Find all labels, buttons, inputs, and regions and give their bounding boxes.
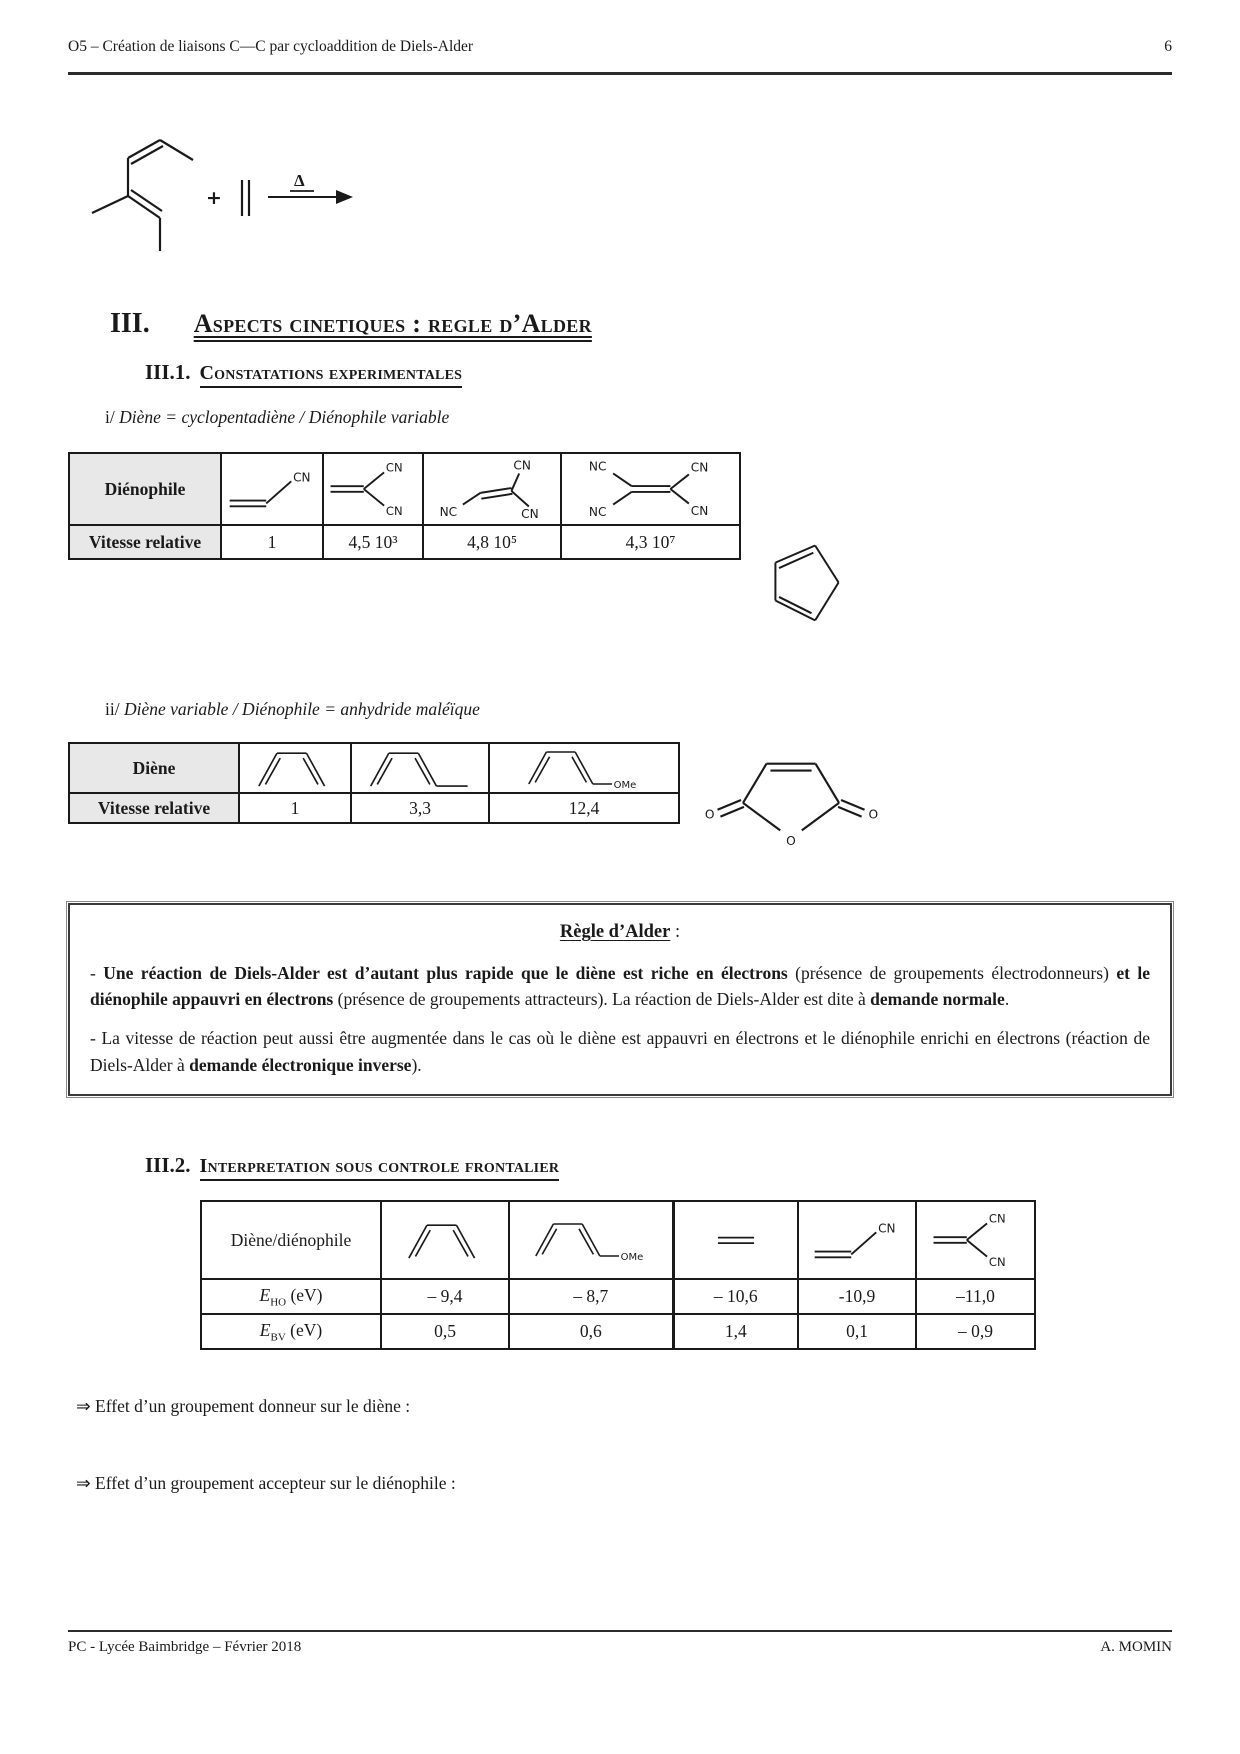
cell-structure (489, 743, 679, 793)
item-text: Diène variable / Diénophile = anhydride maléïque (123, 699, 480, 719)
cn-label: CN (293, 470, 311, 485)
text-run: ). (411, 1054, 422, 1075)
cn-label: CN (878, 1221, 896, 1236)
structure-ethylene (693, 1218, 779, 1262)
ethylene-structure (242, 180, 249, 216)
section-heading-3-1 (145, 360, 462, 388)
header-title: O5 – Création de liaisons C—C par cycloaddition de Diels-Alder (68, 38, 474, 55)
value-cell: – 10,6 (673, 1279, 798, 1314)
cn-label: CN (690, 504, 708, 519)
energy-symbol: E (259, 1284, 271, 1305)
section-numeral: III. (110, 308, 150, 339)
row-label-cell (201, 1279, 381, 1314)
page-header (68, 38, 1172, 56)
structure-tetracyanoethylene (585, 456, 717, 522)
footer-left: PC - Lycée Baimbridge – Février 2018 (68, 1639, 302, 1655)
cell-structure (509, 1201, 673, 1279)
cn-label: CN (988, 1211, 1006, 1226)
ome-label: OMe (613, 780, 637, 791)
section-heading-3 (110, 308, 592, 340)
nc-label: NC (588, 505, 606, 520)
text-run-bold: et le diénophile appauvri en électrons (90, 962, 1150, 1009)
cell-structure (323, 453, 423, 525)
value-cell: 12,4 (489, 793, 679, 823)
text-run: - (90, 962, 104, 983)
cn-label: CN (385, 503, 403, 518)
section-heading-3-2 (145, 1153, 559, 1181)
row-label-cell: Vitesse relative (69, 525, 221, 559)
box-title (90, 919, 1150, 947)
reaction-scheme (70, 106, 380, 261)
cell-structure (673, 1201, 798, 1279)
delta-symbol: Δ (294, 171, 305, 190)
cell-structure (381, 1201, 509, 1279)
value-cell: – 0,9 (916, 1314, 1035, 1349)
value-cell: 1,4 (673, 1314, 798, 1349)
section-numeral: III.1. (145, 360, 191, 384)
text-run: (présence de groupements électrodonneurs) (787, 962, 1117, 983)
section-numeral: III.2. (145, 1153, 191, 1177)
cn-label: CN (513, 458, 531, 473)
energy-sub: HO (270, 1296, 287, 1309)
reaction-arrow (268, 190, 353, 204)
cn-label: CN (988, 1254, 1006, 1269)
header-rule (68, 72, 1172, 75)
table-row (69, 453, 740, 525)
value-cell: 4,5 10³ (323, 525, 423, 559)
cell-structure (351, 743, 489, 793)
section-title: Constatations experimentales (200, 362, 463, 388)
energy-unit: (eV) (290, 1284, 323, 1305)
table-row (69, 793, 679, 823)
structure-pentadiene (358, 745, 482, 791)
structure-butadiene (247, 745, 343, 791)
item-prefix: i/ (105, 407, 120, 427)
energy-symbol: E (259, 1319, 271, 1340)
footer-rule (68, 1630, 1172, 1632)
effect-acceptor-line: ⇒ Effet d’un groupement accepteur sur le diénophile : (76, 1473, 456, 1493)
value-cell: 0,6 (509, 1314, 673, 1349)
structure-tricyanoethylene (436, 456, 548, 522)
value-cell: 1 (221, 525, 323, 559)
list-item-ii (105, 699, 480, 720)
table-header-cell: Diène (69, 743, 239, 793)
o-label: O (868, 807, 879, 822)
cell-structure (561, 453, 740, 525)
box-paragraph-1 (90, 960, 1150, 1013)
structure-acrylonitrile (807, 1209, 907, 1271)
table-row (201, 1201, 1035, 1279)
dienophile-table (68, 452, 741, 560)
o-label: O (704, 807, 715, 822)
text-run-bold: demande normale (870, 989, 1005, 1009)
plus-sign: + (206, 187, 222, 209)
structure-acrylonitrile (222, 458, 322, 520)
value-cell: – 9,4 (381, 1279, 509, 1314)
text-run: (présence de groupements attracteurs). La réaction de Diels-Alder est dite à (333, 989, 871, 1009)
value-cell: 1 (239, 793, 351, 823)
box-paragraph-2 (90, 1025, 1150, 1078)
o-label: O (786, 834, 796, 848)
cell-structure (221, 453, 323, 525)
table-row (201, 1314, 1035, 1349)
cell-structure (423, 453, 561, 525)
page-number: 6 (1164, 38, 1172, 55)
cell-structure (798, 1201, 916, 1279)
value-cell: 4,3 10⁷ (561, 525, 740, 559)
value-cell: – 8,7 (509, 1279, 673, 1314)
ome-label: OMe (620, 1252, 644, 1263)
text-run: - La vitesse de réaction peut aussi être augmentée dans le cas où le diène est appauvri en électrons et le diénophile enrichi en électrons (réaction de Diels-Alder à (90, 1028, 1150, 1075)
value-cell: 3,3 (351, 793, 489, 823)
value-cell: 0,1 (798, 1314, 916, 1349)
row-label-cell (201, 1314, 381, 1349)
value-cell: 0,5 (381, 1314, 509, 1349)
structure-dicyanoethylene (928, 1207, 1024, 1273)
cell-structure (239, 743, 351, 793)
cell-structure (916, 1201, 1035, 1279)
text-run: . (1004, 989, 1010, 1009)
diene-table (68, 742, 680, 824)
effect-donor-line: ⇒ Effet d’un groupement donneur sur le diène : (76, 1396, 411, 1416)
section-title: Interpretation sous controle frontalier (200, 1155, 560, 1181)
footer-right: A. MOMIN (1100, 1639, 1172, 1655)
structure-cyclopentadiene (770, 540, 844, 625)
nc-label: NC (588, 459, 606, 474)
item-prefix: ii/ (105, 699, 124, 719)
structure-maleic-anhydride (703, 748, 881, 848)
value-cell: –11,0 (916, 1279, 1035, 1314)
cn-label: CN (521, 507, 539, 522)
box-title-suffix: : (670, 922, 681, 942)
structure-butadiene (397, 1217, 493, 1263)
nc-label: NC (439, 505, 458, 520)
table-header-cell: Diène/diénophile (201, 1201, 381, 1279)
structure-methoxybutadiene (511, 744, 657, 792)
energy-sub: BV (270, 1331, 286, 1344)
cn-label: CN (385, 460, 403, 475)
structure-dicyanoethylene (325, 456, 421, 522)
item-text: Diène = cyclopentadiène / Diénophile variable (119, 407, 450, 427)
value-cell: -10,9 (798, 1279, 916, 1314)
text-run-bold: demande électronique inverse (189, 1054, 412, 1075)
box-title-text: Règle d’Alder (559, 922, 671, 942)
table-row (201, 1279, 1035, 1314)
section-title: Aspects cinetiques : regle d’Alder (193, 309, 592, 338)
frontier-orbital-table (200, 1200, 1036, 1350)
table-header-cell: Diénophile (69, 453, 221, 525)
value-cell: 4,8 10⁵ (423, 525, 561, 559)
table-row (69, 525, 740, 559)
structure-methoxybutadiene (518, 1216, 664, 1264)
page-footer (68, 1639, 1172, 1656)
table-row (69, 743, 679, 793)
cn-label: CN (690, 460, 708, 475)
energy-unit: (eV) (290, 1319, 323, 1340)
list-item-i (105, 407, 449, 428)
row-label-cell: Vitesse relative (69, 793, 239, 823)
diene-structure (92, 140, 193, 251)
alder-rule-box (68, 903, 1172, 1096)
text-run-bold: Une réaction de Diels-Alder est d’autant plus rapide que le diène est riche en électrons (103, 962, 788, 983)
